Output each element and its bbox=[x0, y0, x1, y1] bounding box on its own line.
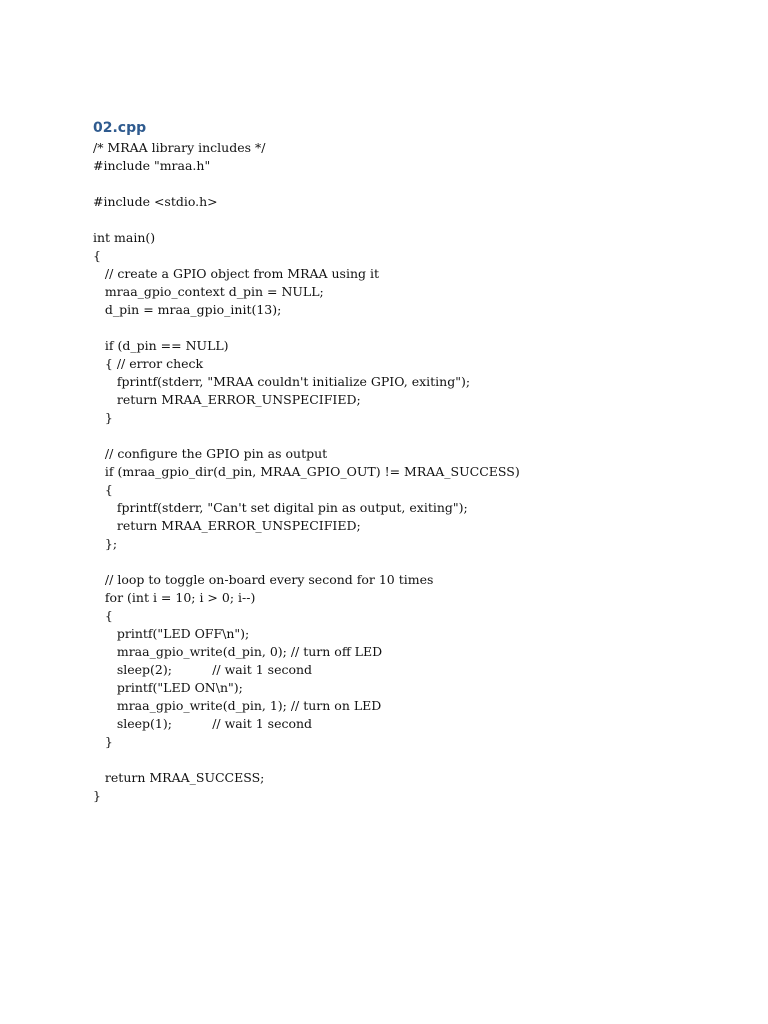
code-line bbox=[93, 553, 520, 571]
code-line: int main() bbox=[93, 230, 156, 245]
code-line: mraa_gpio_context d_pin = NULL; bbox=[93, 284, 324, 299]
code-block bbox=[93, 139, 520, 805]
code-line: { // error check bbox=[93, 356, 204, 371]
code-line: // configure the GPIO pin as output bbox=[93, 446, 328, 461]
code-line: { bbox=[93, 248, 101, 263]
code-line: { bbox=[93, 482, 113, 497]
code-line: #include "mraa.h" bbox=[93, 158, 211, 173]
code-line: mraa_gpio_write(d_pin, 0); // turn off LED bbox=[93, 644, 383, 659]
code-line: } bbox=[93, 788, 101, 803]
code-line: return MRAA_ERROR_UNSPECIFIED; bbox=[93, 518, 361, 533]
code-line bbox=[93, 751, 520, 769]
code-line: sleep(2); // wait 1 second bbox=[93, 662, 313, 677]
code-line: { bbox=[93, 608, 113, 623]
code-line bbox=[93, 427, 520, 445]
code-line: printf("LED ON\n"); bbox=[93, 680, 243, 695]
code-line bbox=[93, 319, 520, 337]
code-line: // create a GPIO object from MRAA using it bbox=[93, 266, 380, 281]
code-line: if (mraa_gpio_dir(d_pin, MRAA_GPIO_OUT) != MRAA_SUCCESS) bbox=[93, 464, 520, 479]
code-line: sleep(1); // wait 1 second bbox=[93, 716, 313, 731]
code-line: printf("LED OFF\n"); bbox=[93, 626, 250, 641]
code-line: return MRAA_ERROR_UNSPECIFIED; bbox=[93, 392, 361, 407]
code-line: fprintf(stderr, "MRAA couldn't initialize GPIO, exiting"); bbox=[93, 374, 471, 389]
code-line: // loop to toggle on-board every second for 10 times bbox=[93, 572, 434, 587]
code-line: for (int i = 10; i > 0; i--) bbox=[93, 590, 256, 605]
code-line bbox=[93, 175, 520, 193]
code-line: } bbox=[93, 734, 113, 749]
code-line: /* MRAA library includes */ bbox=[93, 140, 266, 155]
code-line: return MRAA_SUCCESS; bbox=[93, 770, 265, 785]
code-line bbox=[93, 211, 520, 229]
code-line: mraa_gpio_write(d_pin, 1); // turn on LED bbox=[93, 698, 382, 713]
code-line: d_pin = mraa_gpio_init(13); bbox=[93, 302, 282, 317]
document-title: 02.cpp bbox=[93, 120, 147, 136]
code-line: #include <stdio.h> bbox=[93, 194, 218, 209]
code-line: fprintf(stderr, "Can't set digital pin as output, exiting"); bbox=[93, 500, 468, 515]
code-line: }; bbox=[93, 536, 118, 551]
code-line: } bbox=[93, 410, 113, 425]
code-line: if (d_pin == NULL) bbox=[93, 338, 229, 353]
